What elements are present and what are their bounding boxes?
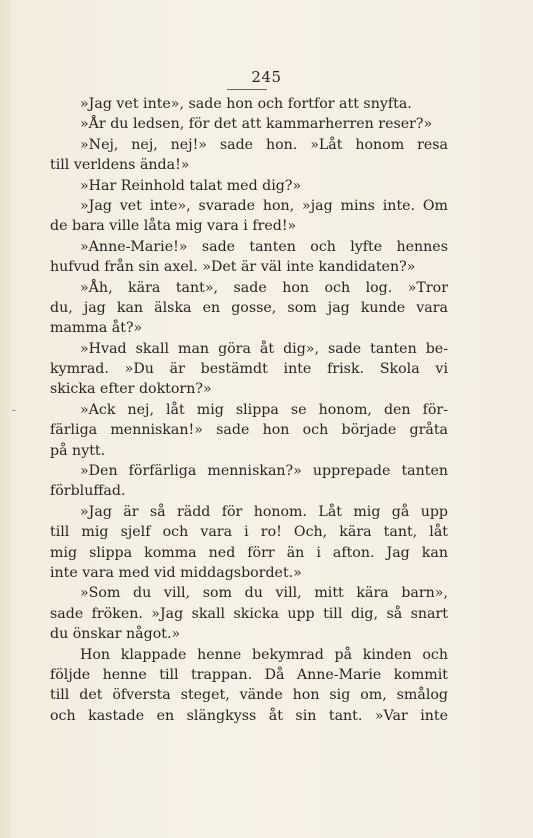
text-line: »Den förfärliga menniskan?» upprepade tanten: [80, 463, 448, 480]
text-line: »Hvad skall man göra åt dig», sade tanten be-: [80, 340, 448, 357]
text-line: på nytt.: [50, 442, 106, 459]
text-line: sade fröken. »Jag skall skicka upp till dig, så snart: [50, 605, 448, 622]
text-line: färliga menniskan!» sade hon och började gråta: [50, 422, 448, 439]
text-line: »Jag är så rädd för honom. Låt mig gå upp: [80, 503, 448, 520]
page-number: 245: [251, 68, 282, 86]
text-line: »Jag vet inte», sade hon och fortfor att snyfta.: [80, 96, 412, 112]
text-line: »Jag vet inte», svarade hon, »jag mins inte. Om: [80, 197, 448, 214]
text-line: till det öfversta steget, vände hon sig om, smålog: [50, 687, 448, 704]
text-line: till verldens ända!»: [50, 157, 190, 174]
text-line: »År du ledsen, för det att kammarherren reser?»: [80, 116, 433, 133]
text-line: mig slippa komma ned förr än i afton. Jag kan: [50, 544, 448, 561]
text-line: mamma åt?»: [50, 320, 143, 337]
body-text: [50, 94, 448, 726]
text-line: Hon klappade henne bekymrad på kinden och: [80, 646, 448, 663]
text-line: du önskar något.»: [50, 626, 181, 643]
page-number-rule: [227, 89, 267, 90]
text-line: du, jag kan älska en gosse, som jag kunde vara: [50, 299, 448, 316]
text-line: kymrad. »Du är bestämdt inte frisk. Skola vi: [50, 361, 448, 378]
text-line: skicka efter doktorn?»: [50, 381, 212, 398]
text-line: hufvud från sin axel. »Det är väl inte kandidaten?»: [50, 259, 416, 276]
text-line: »Nej, nej, nej!» sade hon. »Låt honom resa: [80, 136, 448, 153]
text-line: och kastade en slängkyss åt sin tant. »Var inte: [50, 707, 448, 724]
text-line: de bara ville låta mig vara i fred!»: [50, 218, 297, 235]
text-line: inte vara med vid middagsbordet.»: [50, 564, 302, 581]
text-line: »Åh, kära tant», sade hon och log. »Tror: [80, 279, 448, 296]
text-line: »Har Reinhold talat med dig?»: [80, 177, 302, 194]
text-line: till mig sjelf och vara i ro! Och, kära tant, låt: [50, 524, 448, 541]
text-line: »Anne-Marie!» sade tanten och lyfte hennes: [80, 238, 448, 255]
text-line: »Som du vill, som du vill, mitt kära barn»,: [80, 585, 448, 602]
text-line: följde henne till trappan. Då Anne-Marie kommit: [50, 666, 448, 683]
text-line: förbluffad.: [50, 483, 126, 500]
text-line: »Ack nej, låt mig slippa se honom, den för-: [80, 401, 448, 418]
margin-mark: -: [12, 403, 17, 417]
